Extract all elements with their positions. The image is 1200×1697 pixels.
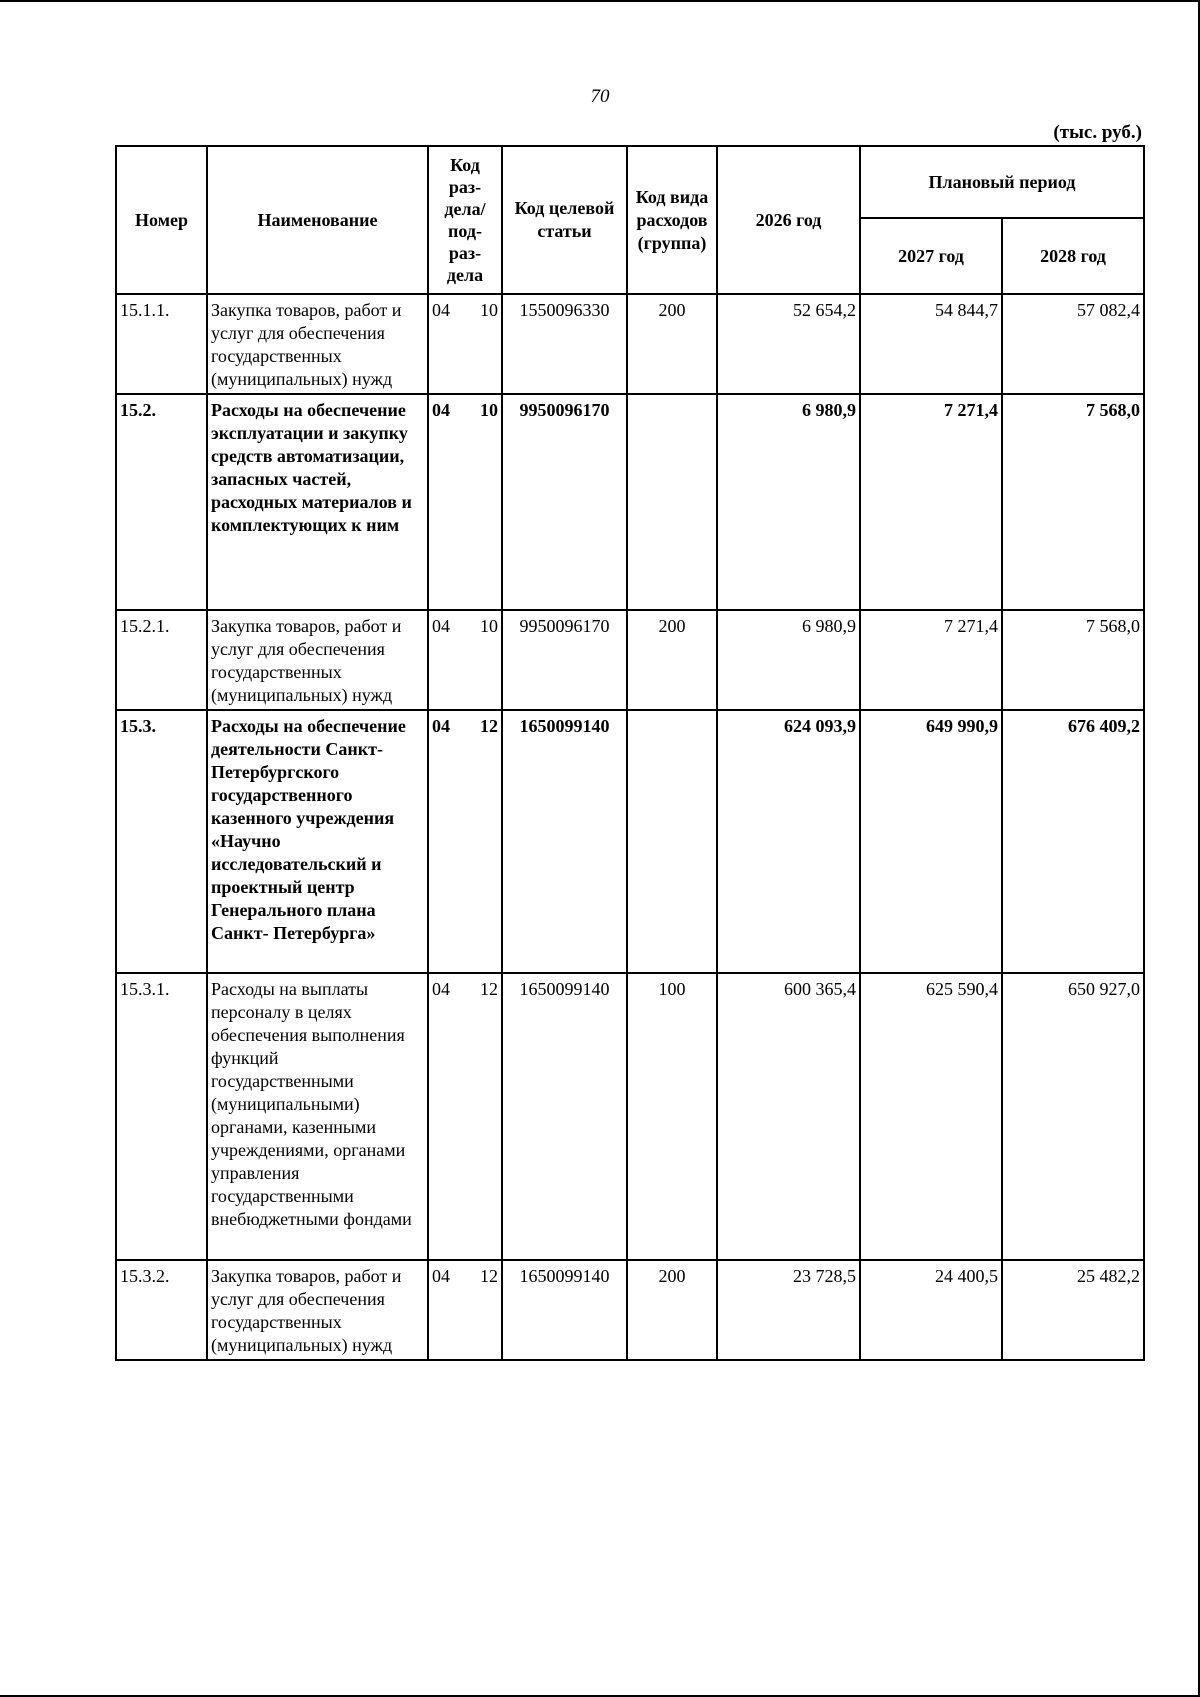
header-number: Номер (116, 146, 207, 294)
row-name: Закупка товаров, работ и услуг для обеспечения государственных (муниципальных) нужд (207, 1260, 428, 1360)
subsection-code: 10 (480, 616, 498, 636)
header-2028: 2028 год (1002, 218, 1144, 294)
row-number: 15.2. (116, 394, 207, 610)
header-section: Код раз- дела/ под- раз- дела (428, 146, 502, 294)
row-2028: 7 568,0 (1002, 394, 1144, 610)
row-2026: 23 728,5 (717, 1260, 860, 1360)
row-target: 1650099140 (502, 710, 627, 973)
section-code: 04 (432, 616, 450, 636)
table-row (116, 610, 1144, 710)
row-2028: 676 409,2 (1002, 710, 1144, 973)
row-expense-type: 200 (627, 1260, 717, 1360)
section-code: 04 (432, 716, 450, 736)
row-2028: 25 482,2 (1002, 1260, 1144, 1360)
row-2027: 7 271,4 (860, 610, 1002, 710)
row-2027: 7 271,4 (860, 394, 1002, 610)
row-2026: 624 093,9 (717, 710, 860, 973)
row-section (428, 1260, 502, 1360)
header-2026: 2026 год (717, 146, 860, 294)
table-row (116, 394, 1144, 610)
row-2028: 57 082,4 (1002, 294, 1144, 394)
row-name: Расходы на обеспечение деятельности Санкт-Петербургского государственного казенного учреждения «Научно исследовательский и проектный центр Генерального плана Санкт- Петербурга» (207, 710, 428, 973)
row-target: 9950096170 (502, 394, 627, 610)
row-number: 15.3.1. (116, 973, 207, 1260)
subsection-code: 10 (480, 300, 498, 320)
row-2028: 7 568,0 (1002, 610, 1144, 710)
row-2026: 6 980,9 (717, 394, 860, 610)
row-target: 1650099140 (502, 1260, 627, 1360)
row-2026: 600 365,4 (717, 973, 860, 1260)
row-section (428, 610, 502, 710)
section-code: 04 (432, 1266, 450, 1286)
row-target: 1650099140 (502, 973, 627, 1260)
section-code: 04 (432, 300, 450, 320)
row-name: Расходы на выплаты персоналу в целях обеспечения выполнения функций государственными (муниципальными) органами, казенными учреждениями, органами управления государственными внебюджетными фондами (207, 973, 428, 1260)
table-header (116, 146, 1144, 294)
row-section (428, 973, 502, 1260)
units-label: (тыс. руб.) (1053, 122, 1142, 143)
row-section (428, 394, 502, 610)
row-2028: 650 927,0 (1002, 973, 1144, 1260)
row-2027: 649 990,9 (860, 710, 1002, 973)
subsection-code: 12 (480, 979, 498, 999)
row-2027: 625 590,4 (860, 973, 1002, 1260)
header-2027: 2027 год (860, 218, 1002, 294)
row-name: Закупка товаров, работ и услуг для обеспечения государственных (муниципальных) нужд (207, 294, 428, 394)
budget-table (115, 145, 1145, 1361)
row-expense-type: 200 (627, 610, 717, 710)
row-2026: 6 980,9 (717, 610, 860, 710)
table-body (116, 294, 1144, 1360)
row-expense-type: 100 (627, 973, 717, 1260)
row-number: 15.3.2. (116, 1260, 207, 1360)
section-code: 04 (432, 979, 450, 999)
row-2027: 54 844,7 (860, 294, 1002, 394)
row-section (428, 294, 502, 394)
header-target: Код целевой статьи (502, 146, 627, 294)
row-expense-type (627, 710, 717, 973)
table-row (116, 710, 1144, 973)
row-number: 15.2.1. (116, 610, 207, 710)
table-row (116, 1260, 1144, 1360)
page-number: 70 (590, 86, 610, 107)
row-name: Закупка товаров, работ и услуг для обеспечения государственных (муниципальных) нужд (207, 610, 428, 710)
row-2026: 52 654,2 (717, 294, 860, 394)
row-section (428, 710, 502, 973)
row-target: 9950096170 (502, 610, 627, 710)
section-code: 04 (432, 400, 450, 420)
header-name: Наименование (207, 146, 428, 294)
row-number: 15.3. (116, 710, 207, 973)
table-row (116, 973, 1144, 1260)
row-name: Расходы на обеспечение эксплуатации и закупку средств автоматизации, запасных частей, расходных материалов и комплектующих к ним (207, 394, 428, 610)
row-expense-type (627, 394, 717, 610)
subsection-code: 12 (480, 1266, 498, 1286)
row-number: 15.1.1. (116, 294, 207, 394)
row-target: 1550096330 (502, 294, 627, 394)
subsection-code: 12 (480, 716, 498, 736)
header-planned-period: Плановый период (860, 146, 1144, 218)
row-2027: 24 400,5 (860, 1260, 1002, 1360)
subsection-code: 10 (480, 400, 498, 420)
table-row (116, 294, 1144, 394)
row-expense-type: 200 (627, 294, 717, 394)
header-expense-type: Код вида расходов (группа) (627, 146, 717, 294)
